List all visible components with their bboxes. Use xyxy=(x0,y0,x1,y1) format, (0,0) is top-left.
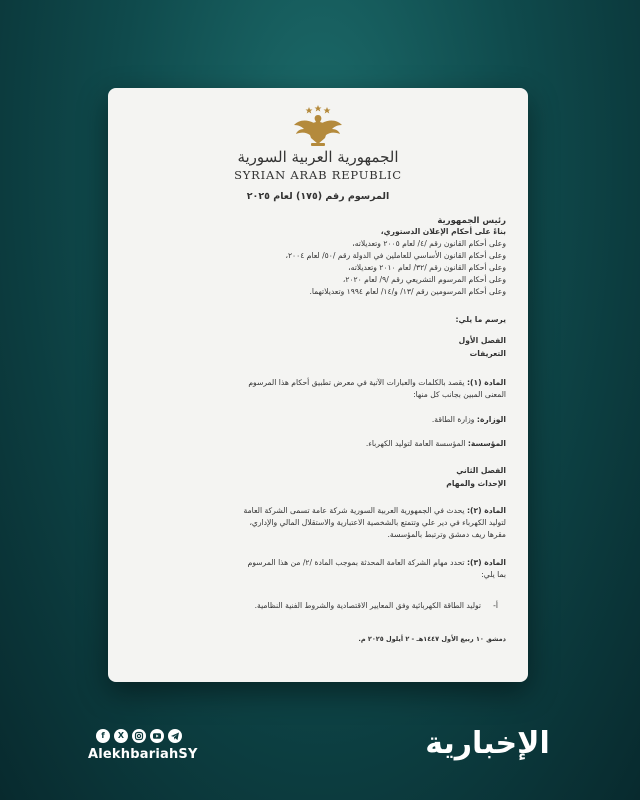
list-item xyxy=(108,600,528,612)
article-1-label: المادة (١): xyxy=(466,378,506,387)
instagram-icon[interactable] xyxy=(132,729,146,743)
chapter-2-subtitle: الإحداث والمهام xyxy=(446,479,506,488)
preamble-line: وعلى أحكام القانون الأساسي للعاملين في الدولة رقم /٥٠/ لعام ٢٠٠٤، xyxy=(285,251,506,260)
telegram-icon[interactable] xyxy=(168,729,182,743)
country-name-english: SYRIAN ARAB REPUBLIC xyxy=(234,168,402,182)
facebook-icon[interactable]: f xyxy=(96,729,110,743)
preamble-line: وعلى أحكام القانون رقم /٤/ لعام ٢٠٠٥ وتعديلاته، xyxy=(352,239,506,248)
article-1-text: يقصد بالكلمات والعبارات الآتية في معرض تطبيق أحكام هذا المرسوم xyxy=(248,378,465,387)
country-name-arabic: الجمهورية العربية السورية xyxy=(237,148,399,166)
article-1-line xyxy=(108,377,528,389)
article-2-label: المادة (٢): xyxy=(466,506,506,515)
preamble-line: وعلى أحكام المرسوم التشريعي رقم /٩/ لعام ٢٠٢٠، xyxy=(342,275,506,284)
preamble-line: بناءً على أحكام الإعلان الدستوري، xyxy=(380,227,506,236)
ministry-label: الوزارة: xyxy=(476,415,506,424)
institution-text: المؤسسة العامة لتوليد الكهرباء. xyxy=(365,439,466,448)
president-heading: رئيس الجمهورية xyxy=(437,216,506,226)
youtube-icon[interactable] xyxy=(150,729,164,743)
social-handle: AlekhbariahSY xyxy=(88,747,198,762)
list-item-text: توليد الطاقة الكهربائية وفق المعايير الاقتصادية والشروط الفنية النظامية. xyxy=(254,601,482,610)
article-2-line-2: لتوليد الكهرباء في دير علي وتتمتع بالشخصية الاعتبارية والاستقلال المالي والإداري، xyxy=(249,518,506,527)
article-3-line xyxy=(108,557,528,569)
chapter-1-subtitle: التعريفات xyxy=(469,349,506,358)
article-3-label: المادة (٣): xyxy=(466,558,506,567)
x-icon[interactable]: X xyxy=(114,729,128,743)
definition-ministry xyxy=(108,414,528,426)
preamble-line: وعلى أحكام المرسومين رقم /١٣/ و/١٤/ لعام ١٩٩٤ وتعديلاتهما. xyxy=(309,287,506,296)
syrian-eagle-emblem-icon xyxy=(293,104,343,148)
institution-label: المؤسسة: xyxy=(467,439,506,448)
definition-institution xyxy=(108,438,528,450)
article-2-text: يحدث في الجمهورية العربية السورية شركة عامة تسمى الشركة العامة xyxy=(243,506,465,515)
article-2-line-3: مقرها ريف دمشق وترتبط بالمؤسسة. xyxy=(387,530,506,539)
ministry-text: وزارة الطاقة. xyxy=(431,415,475,424)
decree-title: المرسوم رقم (١٧٥) لعام ٢٠٢٥ xyxy=(246,191,390,202)
article-3-line-2: بما يلي: xyxy=(481,570,506,579)
article-3-text: تحدد مهام الشركة العامة المحدثة بموجب المادة /٢/ من هذا المرسوم xyxy=(247,558,465,567)
decree-document xyxy=(108,88,528,682)
preamble-line: وعلى أحكام القانون رقم /٣٢/ لعام ٢٠١٠ وتعديلاته، xyxy=(348,263,506,272)
chapter-1-title: الفصل الأول xyxy=(458,336,506,345)
decrees-heading: يرسم ما يلي: xyxy=(455,315,506,324)
list-marker: أ- xyxy=(493,601,498,610)
article-1-line-2: المعنى المبين بجانب كل منها: xyxy=(413,390,506,399)
article-2-line xyxy=(108,505,528,517)
chapter-2-title: الفصل الثاني xyxy=(456,466,506,475)
social-icons xyxy=(96,729,182,743)
date-line: دمشق ١٠ ربيع الأول ١٤٤٧هـ - ٢ أيلول ٢٠٢٥ م. xyxy=(358,635,506,643)
brand-logo: الإخبارية xyxy=(425,726,550,761)
